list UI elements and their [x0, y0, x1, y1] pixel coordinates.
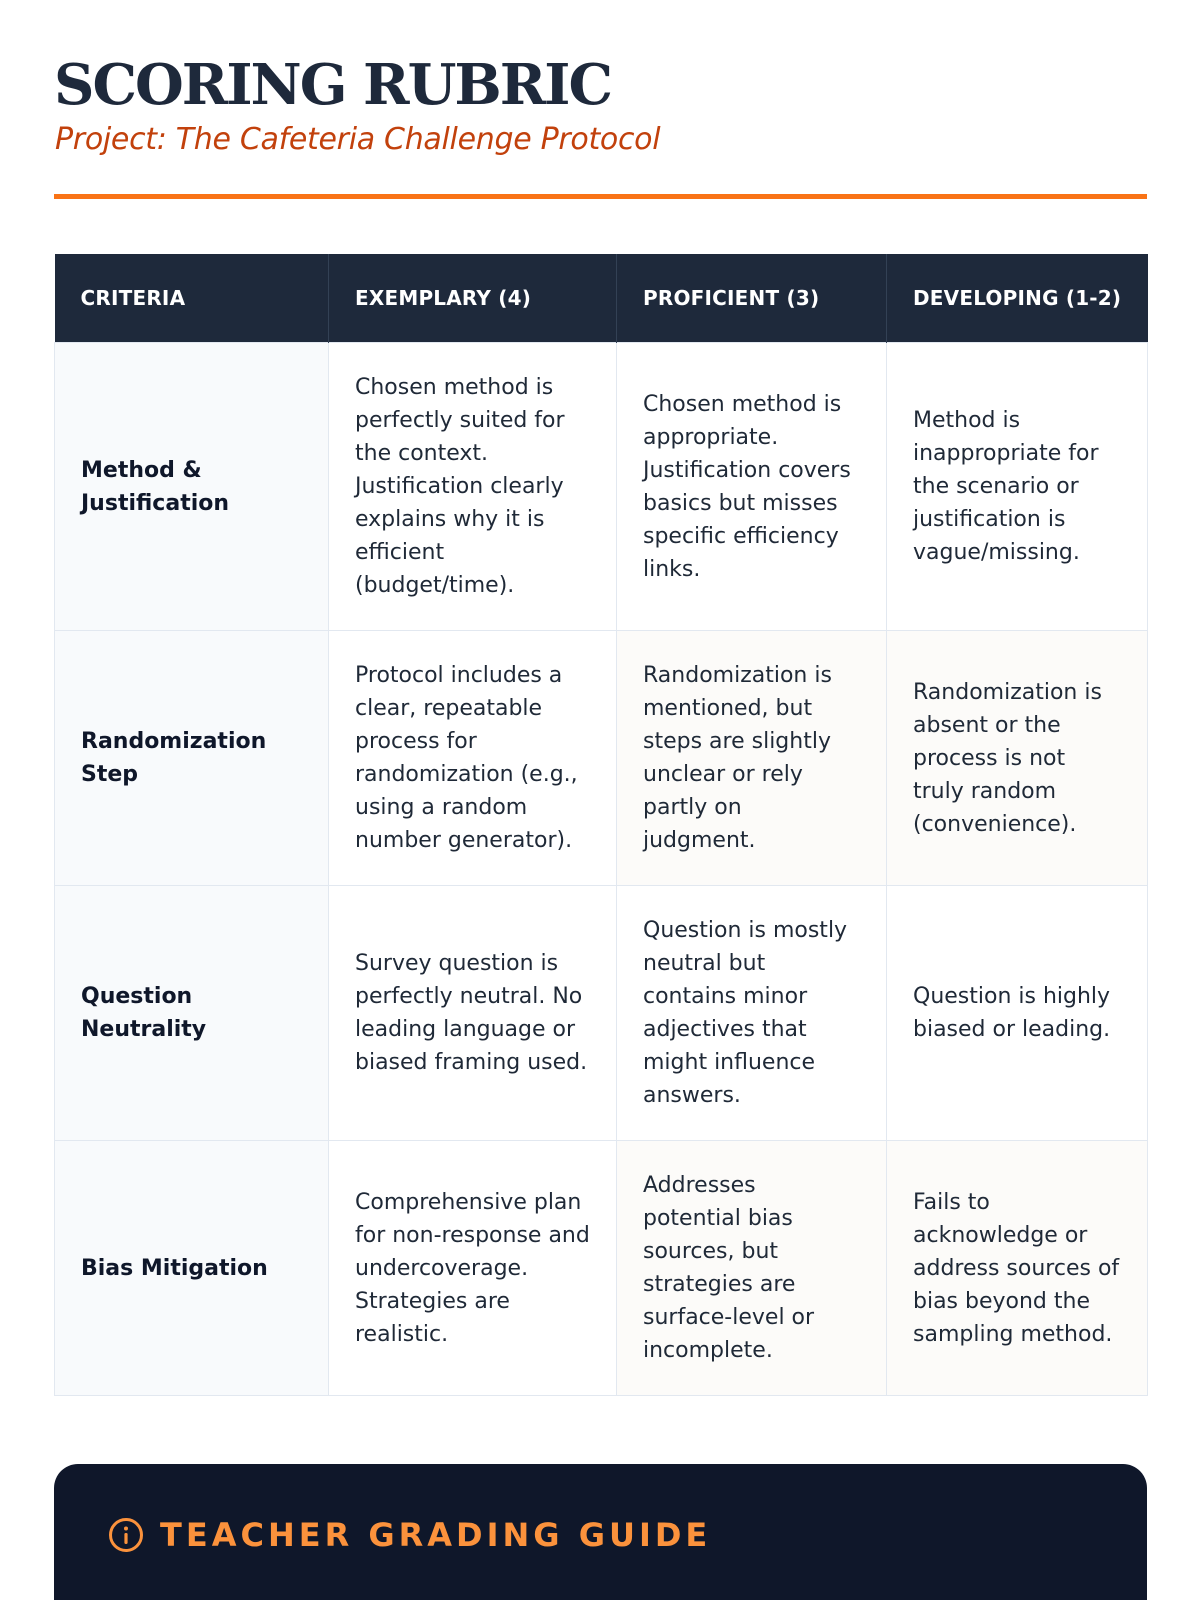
developing-cell: Fails to acknowledge or address sources of bias beyond the sampling method. [887, 1141, 1148, 1396]
developing-cell: Method is inappropriate for the scenario or justification is vague/missing. [887, 343, 1148, 631]
proficient-cell: Chosen method is appropriate. Justification covers basics but misses specific efficiency links. [617, 343, 887, 631]
developing-cell: Question is highly biased or leading. [887, 886, 1148, 1141]
page-subtitle: Project: The Cafeteria Challenge Protocol [55, 122, 661, 157]
table-row [55, 886, 1148, 1141]
column-header-proficient: PROFICIENT (3) [617, 254, 887, 343]
table-header-row [55, 254, 1148, 343]
column-header-exemplary: EXEMPLARY (4) [329, 254, 617, 343]
exemplary-cell: Survey question is perfectly neutral. No leading language or biased framing used. [329, 886, 617, 1141]
teacher-grading-guide-panel [54, 1464, 1147, 1600]
exemplary-cell: Comprehensive plan for non-response and undercoverage. Strategies are realistic. [329, 1141, 617, 1396]
criteria-cell: Method & Justification [55, 343, 329, 631]
info-icon [108, 1517, 144, 1553]
criteria-cell: Question Neutrality [55, 886, 329, 1141]
exemplary-cell: Chosen method is perfectly suited for the context. Justification clearly explains why it is efficient (budget/time). [329, 343, 617, 631]
proficient-cell: Randomization is mentioned, but steps are slightly unclear or rely partly on judgment. [617, 631, 887, 886]
guide-title: TEACHER GRADING GUIDE [160, 1516, 712, 1554]
column-header-criteria: CRITERIA [55, 254, 329, 343]
header-divider [54, 194, 1147, 199]
page-title: SCORING RUBRIC [54, 52, 612, 118]
table-row [55, 343, 1148, 631]
developing-cell: Randomization is absent or the process is not truly random (convenience). [887, 631, 1148, 886]
table-row [55, 1141, 1148, 1396]
exemplary-cell: Protocol includes a clear, repeatable process for randomization (e.g., using a random number generator). [329, 631, 617, 886]
criteria-cell: Randomization Step [55, 631, 329, 886]
rubric-table [54, 254, 1148, 1396]
proficient-cell: Question is mostly neutral but contains minor adjectives that might influence answers. [617, 886, 887, 1141]
guide-heading [108, 1516, 711, 1554]
column-header-developing: DEVELOPING (1-2) [887, 254, 1148, 343]
criteria-cell: Bias Mitigation [55, 1141, 329, 1396]
table-row [55, 631, 1148, 886]
proficient-cell: Addresses potential bias sources, but strategies are surface-level or incomplete. [617, 1141, 887, 1396]
